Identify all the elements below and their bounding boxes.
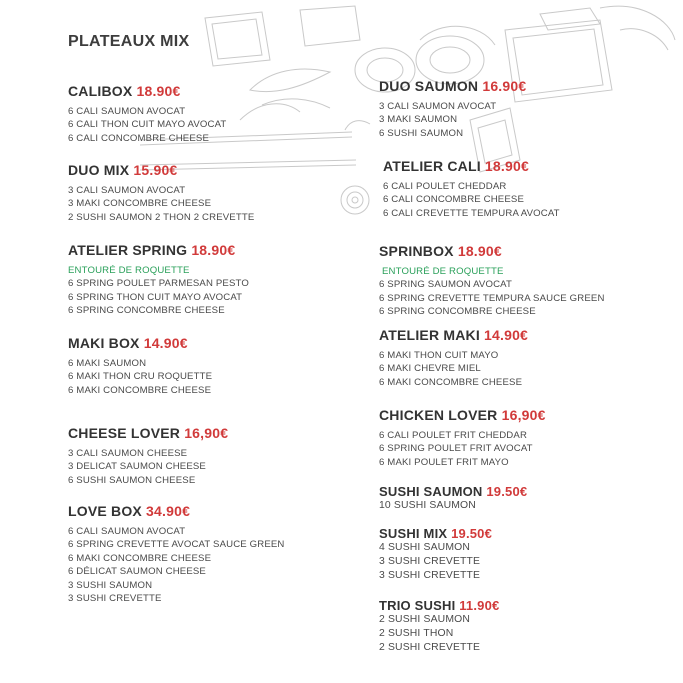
item-line: 6 CALI SAUMON AVOCAT	[68, 106, 186, 117]
item-line: 3 CALI SAUMON AVOCAT	[68, 185, 186, 196]
item-line: 6 MAKI CHEVRE MIEL	[379, 363, 481, 375]
item-name: ATELIER SPRING	[68, 242, 188, 258]
item-line: 6 CALI CONCOMBRE CHEESE	[383, 194, 524, 206]
menu-item-sushi-mix	[379, 526, 492, 583]
item-line: 6 SUSHI SAUMON	[379, 127, 464, 139]
menu-item-atelier-spring	[68, 242, 249, 318]
item-heading	[68, 162, 254, 179]
item-line: 3 SUSHI SAUMON	[68, 579, 153, 591]
item-line: 3 CALI SAUMON CHEESE	[68, 448, 188, 459]
item-name: ATELIER CALI	[383, 158, 481, 174]
item-name: MAKI BOX	[68, 335, 140, 351]
item-line: 3 DELICAT SAUMON CHEESE	[68, 461, 206, 473]
item-line: 6 MAKI CONCOMBRE CHEESE	[68, 384, 212, 396]
item-heading	[68, 242, 249, 259]
item-line: 4 SUSHI SAUMON	[379, 542, 471, 553]
item-price: 16,90€	[184, 425, 229, 441]
item-price: 16.90€	[482, 78, 527, 94]
item-line: 6 CALI POULET CHEDDAR	[383, 181, 507, 192]
item-price: 18.90€	[457, 243, 502, 259]
menu-item-sushi-saumon	[379, 484, 527, 513]
item-line: 6 MAKI POULET FRIT MAYO	[379, 456, 509, 468]
item-line: 6 MAKI THON CUIT MAYO	[379, 350, 499, 361]
menu-item-calibox	[68, 83, 226, 145]
item-note: ENTOURÉ DE ROQUETTE	[382, 266, 504, 277]
item-price: 19.50€	[486, 484, 528, 499]
item-heading	[383, 158, 560, 175]
item-heading	[379, 526, 492, 541]
menu-item-sprinbox	[379, 243, 605, 319]
item-name: LOVE BOX	[68, 503, 142, 519]
item-price: 14.90€	[143, 335, 188, 351]
item-line: 6 DÉLICAT SAUMON CHEESE	[68, 566, 206, 578]
item-line: 6 SPRING THON CUIT MAYO AVOCAT	[68, 291, 243, 303]
item-line: 3 SUSHI CREVETTE	[379, 556, 481, 567]
item-line: 3 CALI SAUMON AVOCAT	[379, 101, 497, 112]
item-name: ATELIER MAKI	[379, 327, 480, 343]
item-line: 2 SUSHI SAUMON 2 THON 2 CREVETTE	[68, 211, 255, 223]
item-name: CALIBOX	[68, 83, 133, 99]
item-line: 6 MAKI THON CRU ROQUETTE	[68, 371, 213, 383]
item-line: 10 SUSHI SAUMON	[379, 500, 476, 511]
item-price: 18.90€	[484, 158, 529, 174]
item-name: DUO MIX	[68, 162, 130, 178]
item-price: 16,90€	[501, 407, 546, 423]
item-line: 2 SUSHI THON	[379, 628, 454, 639]
item-name: SUSHI SAUMON	[379, 484, 483, 499]
item-note: ENTOURÉ DE ROQUETTE	[68, 265, 190, 276]
item-line: 6 SPRING SAUMON AVOCAT	[379, 279, 513, 291]
item-line: 6 SPRING CREVETTE AVOCAT SAUCE GREEN	[68, 539, 285, 551]
item-price: 14.90€	[484, 327, 529, 343]
menu-item-duo-saumon	[379, 78, 526, 140]
item-line: 3 SUSHI CREVETTE	[379, 570, 481, 581]
item-price: 11.90€	[459, 598, 500, 613]
item-price: 18.90€	[191, 242, 236, 258]
item-price: 18.90€	[136, 83, 181, 99]
item-heading	[379, 484, 527, 499]
item-name: TRIO SUSHI	[379, 598, 456, 613]
item-name: CHEESE LOVER	[68, 425, 181, 441]
item-line: 6 CALI POULET FRIT CHEDDAR	[379, 430, 528, 441]
menu-item-chicken-lover	[379, 407, 546, 469]
item-line: 6 SPRING CONCOMBRE CHEESE	[68, 305, 225, 317]
menu-item-cheese-lover	[68, 425, 228, 487]
item-line: 6 SPRING CREVETTE TEMPURA SAUCE GREEN	[379, 292, 605, 304]
menu-item-atelier-cali	[383, 158, 560, 220]
menu-item-atelier-maki	[379, 327, 528, 389]
item-line: 6 MAKI CONCOMBRE CHEESE	[379, 376, 523, 388]
item-line: 6 CALI CREVETTE TEMPURA AVOCAT	[383, 207, 560, 219]
item-line: 2 SUSHI SAUMON	[379, 614, 471, 625]
item-heading	[379, 78, 526, 95]
item-heading	[379, 407, 546, 424]
item-line: 3 MAKI SAUMON	[379, 114, 458, 126]
item-heading	[379, 598, 499, 613]
item-name: SUSHI MIX	[379, 526, 448, 541]
item-line: 6 CALI CONCOMBRE CHEESE	[68, 132, 209, 144]
item-name: CHICKEN LOVER	[379, 407, 498, 423]
item-line: 6 SPRING CONCOMBRE CHEESE	[379, 306, 536, 318]
menu-item-duo-mix	[68, 162, 254, 224]
page-title: PLATEAUX MIX	[68, 33, 190, 50]
item-heading	[68, 503, 285, 520]
item-line: 6 CALI SAUMON AVOCAT	[68, 526, 186, 537]
item-line: 3 SUSHI CREVETTE	[68, 593, 162, 605]
item-line: 6 SPRING POULET FRIT AVOCAT	[379, 443, 533, 455]
menu-item-love-box	[68, 503, 285, 605]
item-line: 6 MAKI SAUMON	[68, 358, 147, 369]
item-heading	[379, 327, 528, 344]
item-line: 2 SUSHI CREVETTE	[379, 642, 481, 653]
item-line: 6 CALI THON CUIT MAYO AVOCAT	[68, 119, 227, 131]
item-price: 19.50€	[451, 526, 493, 541]
item-line: 6 SUSHI SAUMON CHEESE	[68, 474, 196, 486]
item-heading	[379, 243, 605, 260]
item-heading	[68, 425, 228, 442]
item-heading	[68, 83, 226, 100]
item-price: 34.90€	[146, 503, 191, 519]
item-name: DUO SAUMON	[379, 78, 479, 94]
item-line: 3 MAKI CONCOMBRE CHEESE	[68, 198, 212, 210]
item-name: SPRINBOX	[379, 243, 454, 259]
item-heading	[68, 335, 212, 352]
item-price: 15.90€	[133, 162, 178, 178]
menu-item-maki-box	[68, 335, 212, 397]
menu-item-trio-sushi	[379, 598, 499, 655]
item-line: 6 MAKI CONCOMBRE CHEESE	[68, 552, 212, 564]
item-line: 6 SPRING POULET PARMESAN PESTO	[68, 278, 249, 290]
